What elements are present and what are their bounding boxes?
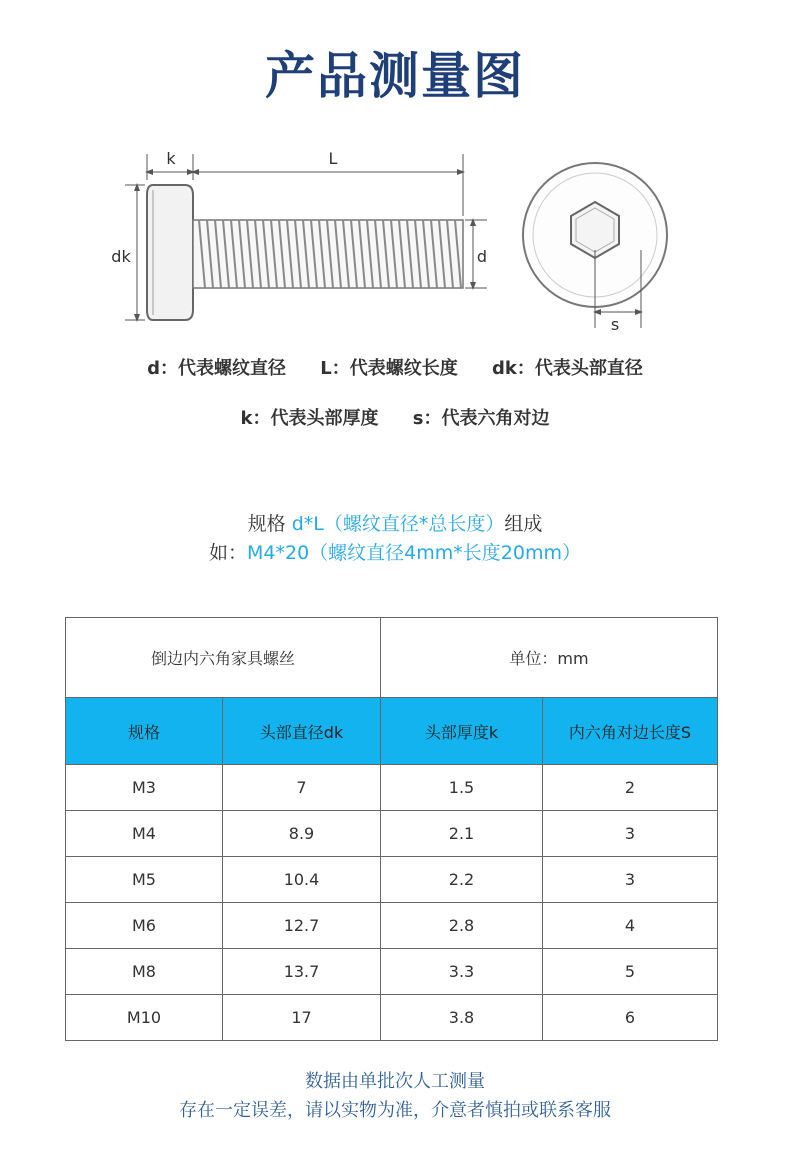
cell: 3.3 (381, 949, 543, 995)
spec-format: d*L（螺纹直径*总长度） (291, 513, 505, 535)
example-value: M4*20（螺纹直径4mm*长度20mm） (247, 542, 581, 564)
page-title: 产品测量图 (265, 47, 525, 105)
cell: 2.2 (381, 857, 543, 903)
legend-L: L：代表螺纹长度 (320, 358, 458, 379)
cell: 2.1 (381, 811, 543, 857)
cell: 2 (543, 765, 718, 811)
footer-note-2: 存在一定误差，请以实物为准，介意者慎拍或联系客服 (179, 1100, 611, 1121)
legend-k: k：代表头部厚度 (240, 408, 379, 429)
product-name: 倒边内六角家具螺丝 (66, 618, 381, 698)
label-d: d (476, 247, 488, 266)
table-row (66, 903, 718, 949)
unit-label: 单位：mm (381, 618, 718, 698)
table-row (66, 949, 718, 995)
legend-line-1 (0, 354, 790, 380)
legend-d: d：代表螺纹直径 (147, 358, 286, 379)
legend-s: s：代表六角对边 (412, 408, 550, 429)
header-head-diameter: 头部直径dk (223, 698, 381, 765)
cell: 8.9 (223, 811, 381, 857)
cell: 4 (543, 903, 718, 949)
spec-format-line (0, 509, 790, 536)
cell: M4 (66, 811, 223, 857)
legend-line-2 (0, 404, 790, 430)
cell: M3 (66, 765, 223, 811)
header-head-thickness: 头部厚度k (381, 698, 543, 765)
screw-head (147, 185, 193, 320)
cell: M5 (66, 857, 223, 903)
example-prefix: 如： (209, 542, 248, 564)
legend-dk: dk：代表头部直径 (492, 358, 643, 379)
table-row (66, 857, 718, 903)
label-k: k (166, 149, 176, 168)
label-s: s (610, 315, 620, 334)
table-row (66, 765, 718, 811)
spec-suffix: 组成 (504, 513, 543, 535)
cell: 2.8 (381, 903, 543, 949)
cell: 7 (223, 765, 381, 811)
cell: 12.7 (223, 903, 381, 949)
cell: M10 (66, 995, 223, 1041)
cell: 17 (223, 995, 381, 1041)
spec-prefix: 规格 (247, 513, 292, 535)
spec-example-line (0, 538, 790, 565)
cell: 1.5 (381, 765, 543, 811)
cell: 13.7 (223, 949, 381, 995)
label-L: L (328, 149, 338, 168)
cell: 5 (543, 949, 718, 995)
header-hex-size: 内六角对边长度S (543, 698, 718, 765)
cell: 3 (543, 857, 718, 903)
cell: 3.8 (381, 995, 543, 1041)
cell: M8 (66, 949, 223, 995)
cell: 6 (543, 995, 718, 1041)
screw-shank (193, 220, 463, 288)
table-row (66, 811, 718, 857)
cell: M6 (66, 903, 223, 949)
header-spec: 规格 (66, 698, 223, 765)
label-dk: dk (111, 247, 131, 266)
cell: 3 (543, 811, 718, 857)
table-row (66, 995, 718, 1041)
size-table (65, 617, 718, 1041)
footer-note-1: 数据由单批次人工测量 (305, 1071, 485, 1092)
cell: 10.4 (223, 857, 381, 903)
screw-diagram (95, 140, 695, 340)
